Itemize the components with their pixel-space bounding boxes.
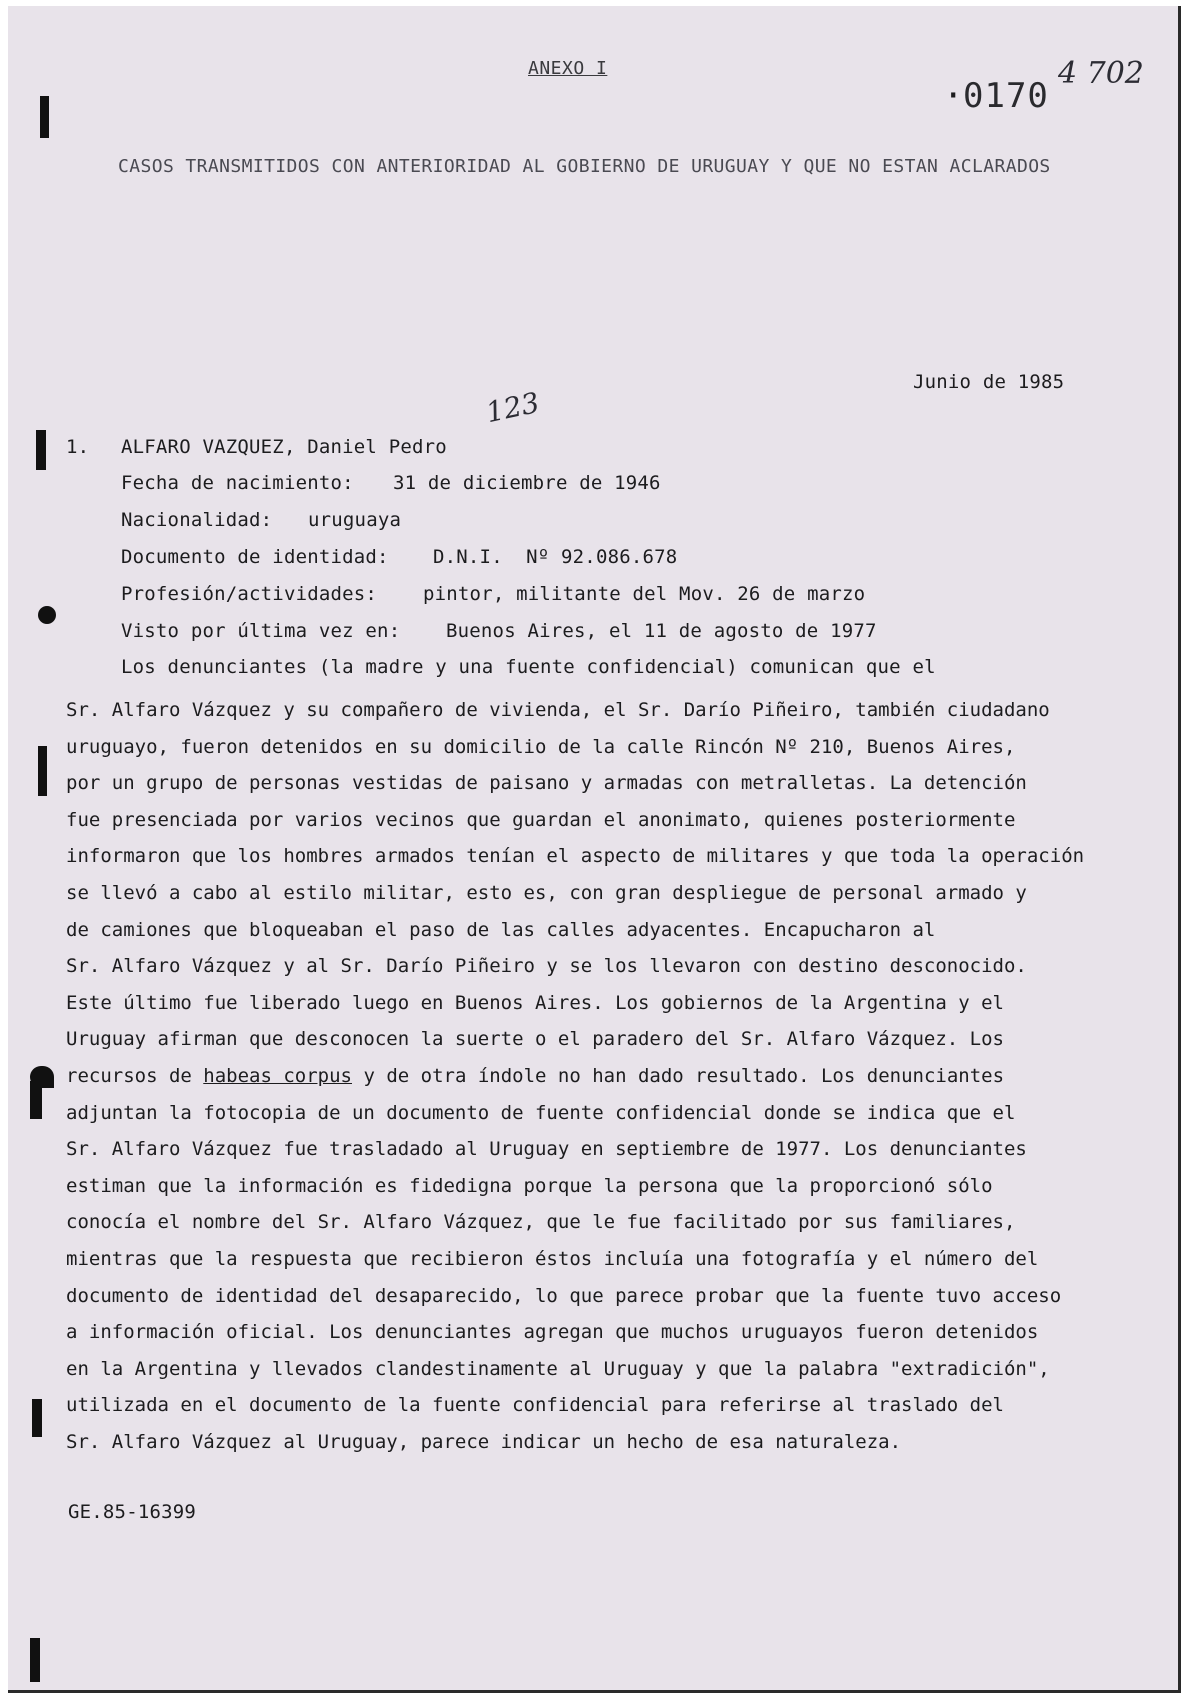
- narrative-line: en la Argentina y llevados clandestinamente al Uruguay y que la palabra "extradición",: [66, 1357, 1050, 1380]
- margin-mark: [30, 1638, 40, 1682]
- narrative-line: Sr. Alfaro Vázquez y su compañero de vivienda, el Sr. Darío Piñeiro, también ciudadano: [66, 699, 1050, 721]
- margin-mark: [38, 606, 56, 624]
- field-label-id-document: Documento de identidad:: [121, 546, 389, 568]
- case-number: 1.: [66, 436, 90, 458]
- field-value-id-document: D.N.I. Nº 92.086.678: [433, 546, 678, 568]
- underlined-term: habeas corpus: [203, 1064, 352, 1087]
- narrative-line: adjuntan la fotocopia de un documento de fuente confidencial donde se indica que el: [66, 1101, 1016, 1124]
- narrative-line: documento de identidad del desaparecido, lo que parece probar que la fuente tuvo acceso: [66, 1284, 1062, 1307]
- case-name: ALFARO VAZQUEZ, Daniel Pedro: [121, 436, 447, 458]
- document-date: Junio de 1985: [913, 371, 1065, 393]
- document-page: [8, 6, 1181, 1693]
- handwritten-page-note: 4 702: [1058, 56, 1144, 91]
- paragraph-first-line: Los denunciantes (la madre y una fuente confidencial) comunican que el: [121, 656, 936, 678]
- field-value-birthdate: 31 de diciembre de 1946: [393, 472, 661, 494]
- document-reference: GE.85-16399: [68, 1501, 197, 1523]
- narrative-line: Sr. Alfaro Vázquez fue trasladado al Uruguay en septiembre de 1977. Los denunciantes: [66, 1138, 1027, 1161]
- number-bullet: ·: [943, 76, 964, 116]
- handwritten-case-note: 123: [483, 385, 543, 430]
- narrative-line: uruguayo, fueron detenidos en su domicilio de la calle Rincón Nº 210, Buenos Aires,: [66, 735, 1016, 758]
- narrative-line: Sr. Alfaro Vázquez al Uruguay, parece indicar un hecho de esa naturaleza.: [66, 1430, 902, 1453]
- narrative-line: Uruguay afirman que desconocen la suerte o el paradero del Sr. Alfaro Vázquez. Los: [66, 1028, 1004, 1051]
- narrative-line: Este último fue liberado luego en Buenos Aires. Los gobiernos de la Argentina y el: [66, 991, 1004, 1014]
- annex-title: ANEXO I: [528, 58, 608, 79]
- field-value-profession: pintor, militante del Mov. 26 de marzo: [423, 583, 866, 605]
- narrative-line: Sr. Alfaro Vázquez y al Sr. Darío Piñeiro y se los llevaron con destino desconocido.: [66, 955, 1027, 978]
- field-value-last-seen: Buenos Aires, el 11 de agosto de 1977: [446, 620, 877, 642]
- narrative-line: utilizada en el documento de la fuente confidencial para referirse al traslado del: [66, 1394, 1004, 1417]
- case-heading: CASOS TRANSMITIDOS CON ANTERIORIDAD AL GOBIERNO DE URUGUAY Y QUE NO ESTAN ACLARADOS: [118, 156, 1051, 177]
- narrative-line: fue presenciada por varios vecinos que guardan el anonimato, quienes posteriormente: [66, 808, 1016, 831]
- field-value-nationality: uruguaya: [308, 509, 402, 531]
- narrative-line: mientras que la respuesta que recibieron éstos incluía una fotografía y el número del: [66, 1247, 1039, 1270]
- field-label-profession: Profesión/actividades:: [121, 583, 378, 605]
- narrative-line: recursos de habeas corpus y de otra índole no han dado resultado. Los denunciantes: [66, 1064, 1005, 1087]
- margin-mark: [40, 96, 49, 138]
- field-label-birthdate: Fecha de nacimiento:: [121, 472, 354, 494]
- narrative-line: de camiones que bloqueaban el paso de las calles adyacentes. Encapucharon al: [66, 918, 936, 941]
- margin-mark: [38, 746, 47, 796]
- narrative-line: a información oficial. Los denunciantes agregan que muchos uruguayos fueron detenidos: [66, 1321, 1039, 1344]
- narrative-line: se llevó a cabo al estilo militar, esto es, con gran despliegue de personal armado y: [66, 881, 1027, 904]
- narrative-line: informaron que los hombres armados tenían el aspecto de militares y que toda la operación: [66, 845, 1085, 868]
- narrative-line: por un grupo de personas vestidas de paisano y armadas con metralletas. La detención: [66, 772, 1027, 795]
- document-number: 0170: [963, 76, 1049, 116]
- margin-mark: [30, 1081, 42, 1119]
- narrative-line: conocía el nombre del Sr. Alfaro Vázquez, que le fue facilitado por sus familiares,: [66, 1211, 1016, 1234]
- margin-mark: [32, 1399, 42, 1437]
- narrative-line: estiman que la información es fidedigna porque la persona que la proporcionó sólo: [66, 1174, 993, 1197]
- margin-mark: [36, 430, 46, 470]
- case-narrative: [66, 692, 1166, 1460]
- field-label-nationality: Nacionalidad:: [121, 509, 273, 531]
- field-label-last-seen: Visto por última vez en:: [121, 620, 401, 642]
